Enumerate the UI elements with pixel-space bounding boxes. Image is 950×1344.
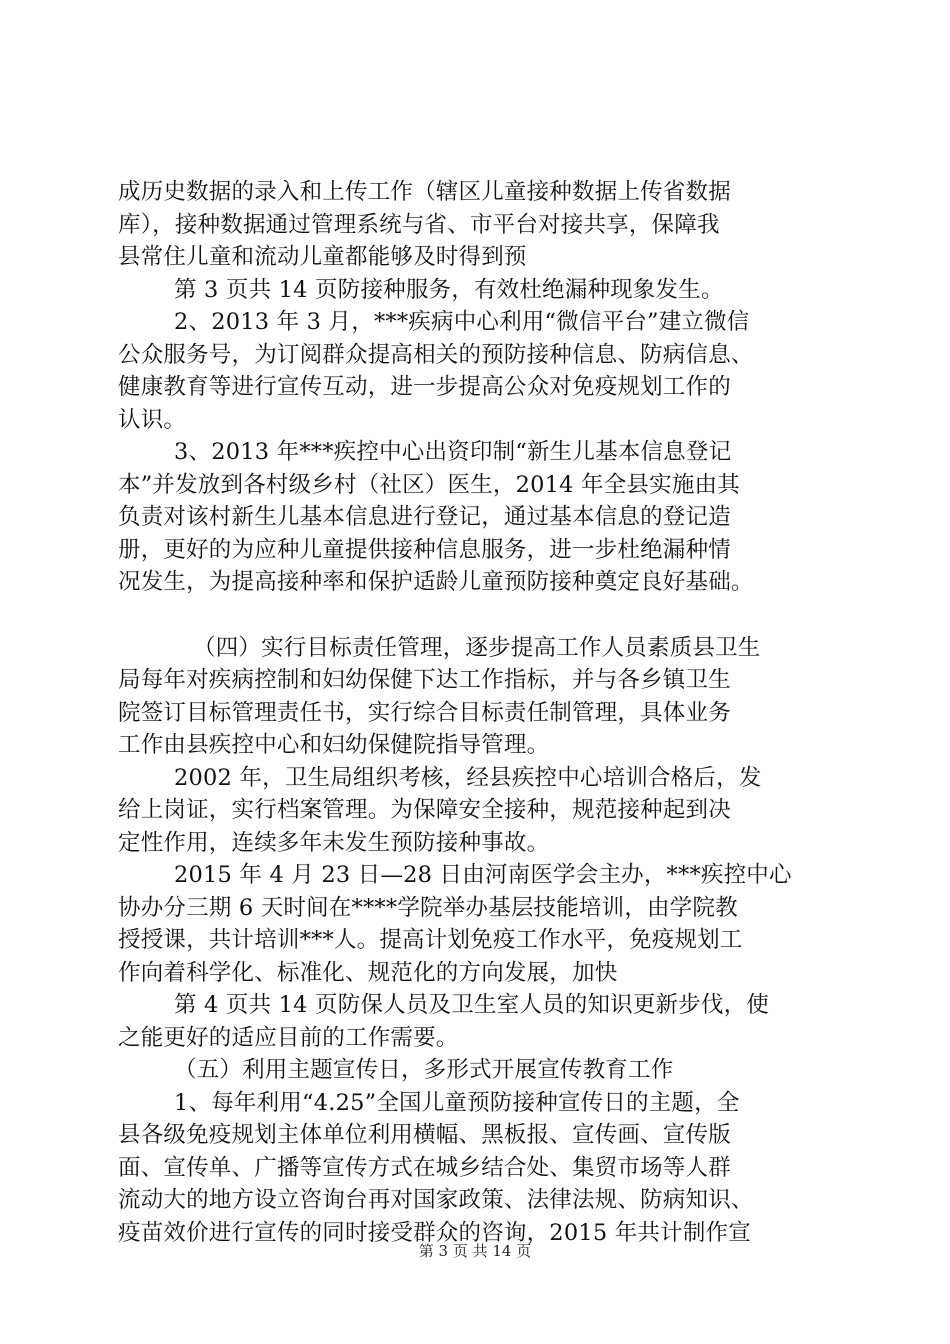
text-line: 定性作用，连续多年未发生预防接种事故。 <box>118 829 550 856</box>
document-body <box>118 176 838 1249</box>
text-line: 面、宣传单、广播等宣传方式在城乡结合处、集贸市场等人群 <box>118 1154 731 1181</box>
text-line: 2002 年，卫生局组织考核，经县疾控中心培训合格后，发 <box>174 764 762 791</box>
text-line: 协办分三期 6 天时间在****学院举办基层技能培训，由学院教 <box>118 894 738 921</box>
paragraph-gap <box>118 599 838 632</box>
page-footer: 第 3 页 共 14 页 <box>418 1242 532 1260</box>
text-line: 认识。 <box>118 406 187 433</box>
text-line: 负责对该村新生儿基本信息进行登记，通过基本信息的登记造 <box>118 504 731 530</box>
text-line: 之能更好的适应目前的工作需要。 <box>118 1024 459 1051</box>
text-line: 成历史数据的录入和上传工作（辖区儿童接种数据上传省数据 <box>118 179 731 205</box>
text-line: 本”并发放到各村级乡村（社区）医生，2014 年全县实施由其 <box>118 471 740 498</box>
text-line: 健康教育等进行宣传互动，进一步提高公众对免疫规划工作的 <box>118 374 731 400</box>
text-line: 县常住儿童和流动儿童都能够及时得到预 <box>118 244 527 270</box>
text-line: 2015 年 4 月 23 日—28 日由河南医学会主办，***疾控中心 <box>174 862 792 888</box>
text-line: 工作由县疾控中心和妇幼保健院指导管理。 <box>118 732 550 758</box>
text-line: 第 4 页共 14 页防保人员及卫生室人员的知识更新步伐，使 <box>174 992 770 1018</box>
text-line: （五）利用主题宣传日，多形式开展宣传教育工作 <box>174 1057 674 1083</box>
text-line: 流动大的地方设立咨询台再对国家政策、法律法规、防病知识、 <box>118 1187 754 1213</box>
text-line: 1、每年利用“4.25”全国儿童预防接种宣传日的主题，全 <box>174 1089 740 1116</box>
text-line: 局每年对疾病控制和妇幼保健下达工作指标，并与各乡镇卫生 <box>118 667 731 693</box>
text-line: 疫苗效价进行宣传的同时接受群众的咨询，2015 年共计制作宣 <box>118 1219 751 1246</box>
text-line: 册，更好的为应种儿童提供接种信息服务，进一步杜绝漏种情 <box>118 536 731 563</box>
text-line: （四）实行目标责任管理，逐步提高工作人员素质县卫生 <box>193 634 761 661</box>
text-line: 给上岗证，实行档案管理。为保障安全接种，规范接种起到决 <box>118 797 731 823</box>
text-line: 库），接种数据通过管理系统与省、市平台对接共享，保障我 <box>118 211 720 238</box>
text-line: 2、2013 年 3 月，***疾病中心利用“微信平台”建立微信 <box>174 309 750 335</box>
text-line: 公众服务号，为订阅群众提高相关的预防接种信息、防病信息、 <box>118 341 754 368</box>
text-line: 院签订目标管理责任书，实行综合目标责任制管理，具体业务 <box>118 699 731 726</box>
text-line: 作向着科学化、标准化、规范化的方向发展，加快 <box>118 959 618 986</box>
text-line: 县各级免疫规划主体单位利用横幅、黑板报、宣传画、宣传版 <box>118 1122 731 1148</box>
text-line: 况发生，为提高接种率和保护适龄儿童预防接种奠定良好基础。 <box>118 569 754 595</box>
text-line: 授授课，共计培训***人。提高计划免疫工作水平，免疫规划工 <box>118 927 743 953</box>
text-line: 第 3 页共 14 页防接种服务，有效杜绝漏种现象发生。 <box>174 276 724 303</box>
text-line: 3、2013 年***疾控中心出资印制“新生儿基本信息登记 <box>174 439 732 465</box>
